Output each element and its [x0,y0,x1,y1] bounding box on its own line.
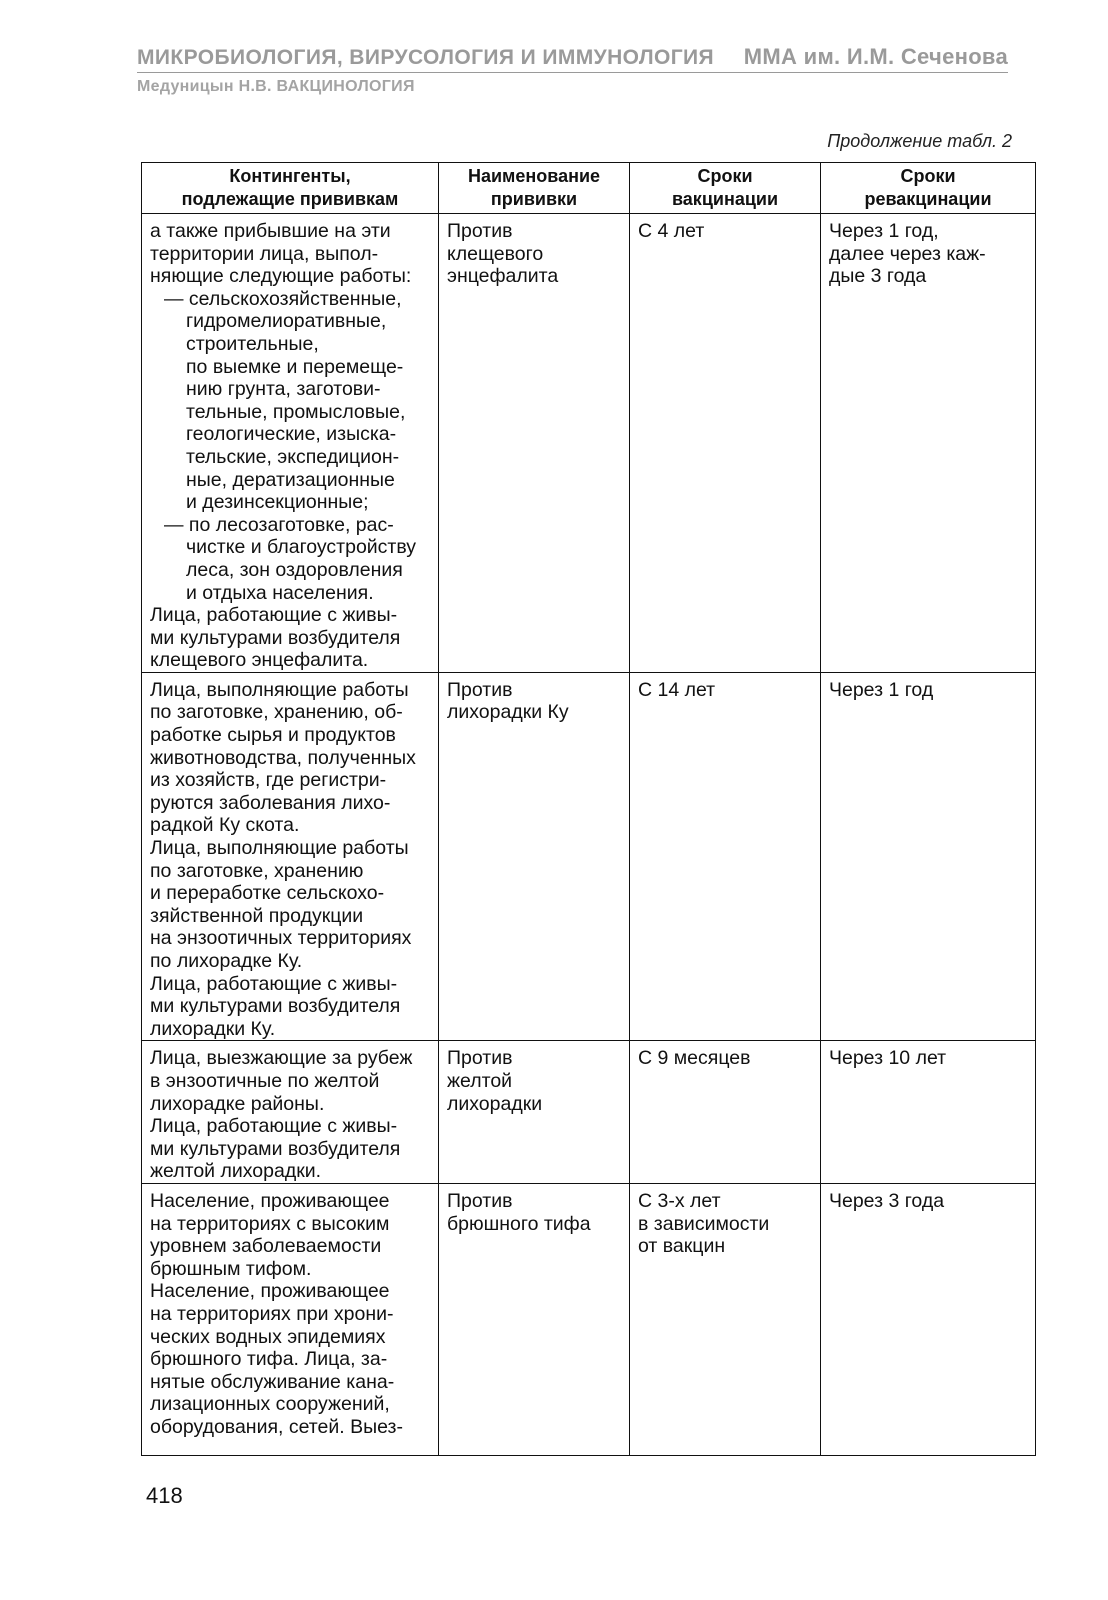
table-row [142,214,1036,673]
table-row [142,1041,1036,1184]
table-row [142,1183,1036,1455]
cell-contingent: а также прибывшие на эти территории лица, выпол- няющие следующие работы: — сельскохозяйственные, гидромелиоративные, строительные, по выемке и перемеще- нию грунта, заготови- тельные, промысловые, геологические, изыска- тельские, экспедицион- ные, дератизационные и дезинсекционные; — по лесозаготовке, рас- чистке и благоустройству леса, зон оздоровления и отдыха населения. Лица, работающие с живы- ми культурами возбудителя клещевого энцефалита. [142,214,439,673]
header-vaccination-name: Наименование прививки [439,163,630,214]
header-subtitle: Медуницын Н.В. ВАКЦИНОЛОГИЯ [137,78,415,95]
page-number: 418 [146,1483,183,1508]
header-vaccination-term: Сроки вакцинации [630,163,821,214]
cell-vaccination-term: С 3-х лет в зависимости от вакцин [630,1183,821,1455]
header-contingents: Контингенты, подлежащие прививкам [142,163,439,214]
table-caption: Продолжение табл. 2 [827,131,1012,151]
cell-contingent: Население, проживающее на территориях с высоким уровнем заболеваемости брюшным тифом. Население, проживающее на территориях при хрони- ческих водных эпидемиях брюшного тифа. Лица, за- нятые обслуживание кана- лизационных сооружений, оборудования, сетей. Выез- [142,1183,439,1455]
table-header-row [142,163,1036,214]
cell-revaccination-term: Через 3 года [821,1183,1036,1455]
cell-vaccination-name: Против желтой лихорадки [439,1041,630,1184]
cell-contingent: Лица, выезжающие за рубеж в энзоотичные по желтой лихорадке районы. Лица, работающие с живы- ми культурами возбудителя желтой лихорадки. [142,1041,439,1184]
running-header [137,44,1008,73]
cell-revaccination-term: Через 1 год [821,672,1036,1041]
cell-vaccination-name: Против брюшного тифа [439,1183,630,1455]
cell-contingent: Лица, выполняющие работы по заготовке, хранению, об- работке сырья и продуктов животноводства, полученных из хозяйств, где регистри- руются заболевания лихо- радкой Ку скота. Лица, выполняющие работы по заготовке, хранению и переработке сельскохо- зяйственной продукции на энзоотичных территориях по лихорадке Ку. Лица, работающие с живы- ми культурами возбудителя лихорадки Ку. [142,672,439,1041]
cell-vaccination-name: Против лихорадки Ку [439,672,630,1041]
table-row [142,672,1036,1041]
cell-vaccination-term: С 9 месяцев [630,1041,821,1184]
header-revaccination-term: Сроки ревакцинации [821,163,1036,214]
cell-vaccination-term: С 14 лет [630,672,821,1041]
cell-revaccination-term: Через 10 лет [821,1041,1036,1184]
vaccination-table [141,162,1036,1456]
header-title: МИКРОБИОЛОГИЯ, ВИРУСОЛОГИЯ И ИММУНОЛОГИЯ [137,46,715,69]
cell-vaccination-term: С 4 лет [630,214,821,673]
cell-vaccination-name: Против клещевого энцефалита [439,214,630,673]
cell-revaccination-term: Через 1 год, далее через каж- дые 3 года [821,214,1036,673]
header-institution: ММА им. И.М. Сеченова [743,44,1008,69]
